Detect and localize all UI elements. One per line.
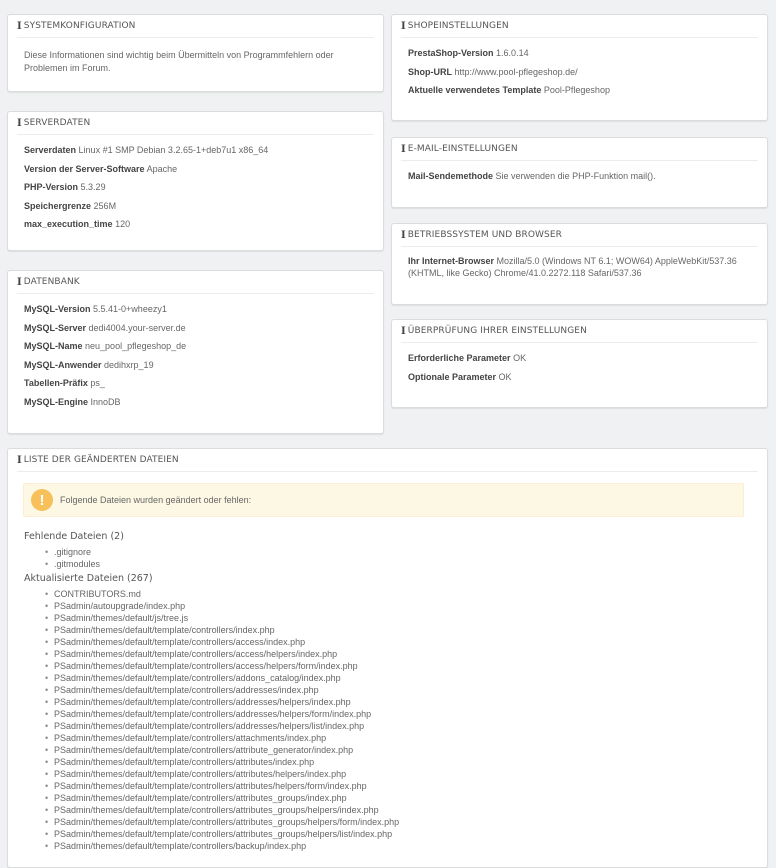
- panel-betriebssystem: [391, 223, 768, 305]
- info-row: [408, 368, 751, 387]
- panel-title: SERVERDATEN: [23, 118, 91, 128]
- panel-heading: [17, 271, 374, 294]
- info-row: [24, 356, 367, 375]
- list-item: • PSadmin/themes/default/template/controllers/attributes_groups/helpers/index.php: [54, 804, 757, 816]
- panel-title: BETRIEBSSYSTEM UND BROWSER: [407, 230, 562, 240]
- shop-url-value: http://www.pool-pflegeshop.de/: [454, 66, 578, 77]
- info-icon: I: [17, 276, 22, 288]
- list-item: • PSadmin/themes/default/template/controllers/attributes/helpers/form/index.php: [54, 780, 757, 792]
- panel-heading: [401, 15, 758, 38]
- panel-systemkonfiguration: [7, 14, 384, 92]
- warning-alert: [23, 483, 744, 517]
- list-item: • PSadmin/themes/default/template/controllers/attributes_groups/helpers/list/index.php: [54, 828, 757, 840]
- row-label: MySQL-Server: [24, 322, 87, 333]
- info-row: [24, 393, 367, 412]
- row-value: 5.3.29: [80, 182, 106, 192]
- info-icon: I: [401, 325, 406, 337]
- row-value: 120: [115, 219, 131, 229]
- list-item: • CONTRIBUTORS.md: [54, 588, 757, 600]
- row-value: dedi4004.your-server.de: [88, 322, 186, 333]
- missing-files-heading: Fehlende Dateien (2): [24, 531, 124, 542]
- list-item: • PSadmin/themes/default/template/controllers/attributes/index.php: [54, 756, 757, 768]
- row-value: neu_pool_pflegeshop_de: [85, 341, 187, 351]
- info-row: [24, 374, 367, 393]
- info-row: [24, 337, 367, 356]
- updated-files-heading: Aktualisierte Dateien (267): [24, 573, 153, 584]
- panel-heading: [401, 138, 758, 161]
- panel-shopeinstellungen: [391, 14, 768, 121]
- info-row: [24, 160, 367, 179]
- info-icon: I: [17, 454, 22, 466]
- info-icon: I: [401, 229, 406, 241]
- list-item: • PSadmin/themes/default/template/controllers/attachments/index.php: [54, 732, 757, 744]
- panel-heading: [17, 112, 374, 135]
- list-item: • .gitignore: [54, 546, 757, 558]
- row-value: OK: [498, 371, 512, 382]
- panel-title: E-MAIL-EINSTELLUNGEN: [407, 144, 518, 154]
- panel-title: LISTE DER GEÄNDERTEN DATEIEN: [23, 455, 179, 465]
- info-row: [24, 319, 367, 338]
- row-label: MySQL-Version: [24, 304, 91, 314]
- row-label: Shop-URL: [408, 66, 452, 77]
- info-icon: I: [17, 117, 22, 129]
- info-icon: I: [401, 143, 406, 155]
- list-item: • PSadmin/themes/default/js/tree.js: [54, 612, 757, 624]
- panel-ueberpruefung: [391, 319, 768, 408]
- panel-body: [392, 343, 767, 386]
- list-item: • PSadmin/themes/default/template/controllers/attribute_generator/index.php: [54, 744, 757, 756]
- info-row: [24, 215, 367, 234]
- browser-info: [408, 256, 757, 279]
- list-item: • PSadmin/themes/default/template/controllers/attributes/helpers/index.php: [54, 768, 757, 780]
- panel-title: SHOPEINSTELLUNGEN: [407, 21, 509, 31]
- list-item: • PSadmin/themes/default/template/controllers/addresses/helpers/form/index.php: [54, 708, 757, 720]
- panel-serverdaten: [7, 111, 384, 251]
- panel-geaenderte-dateien: [7, 448, 768, 868]
- row-label: Version der Server-Software: [24, 163, 145, 174]
- row-value: Pool-Pflegeshop: [543, 85, 610, 95]
- panel-body: [392, 247, 767, 279]
- row-label: Aktuelle verwendetes Template: [408, 85, 542, 95]
- panel-body: [8, 38, 383, 75]
- row-label: MySQL-Engine: [24, 396, 89, 407]
- info-row: [408, 81, 751, 100]
- row-value: Sie verwenden die PHP-Funktion mail().: [495, 171, 656, 181]
- panel-email-einstellungen: [391, 137, 768, 208]
- list-item: • .gitmodules: [54, 558, 757, 570]
- row-label: Speichergrenze: [24, 200, 92, 211]
- row-label: PHP-Version: [24, 182, 79, 192]
- row-value: ps_: [90, 378, 105, 388]
- panel-heading: [17, 15, 374, 38]
- alert-text: Folgende Dateien wurden geändert oder fehlen:: [60, 495, 252, 505]
- list-item: • PSadmin/autoupgrade/index.php: [54, 600, 757, 612]
- info-row: [408, 349, 751, 368]
- panel-body: [392, 38, 767, 100]
- panel-body: [8, 294, 383, 411]
- panel-heading: [17, 449, 758, 472]
- list-item: • PSadmin/themes/default/template/controllers/addons_catalog/index.php: [54, 672, 757, 684]
- row-label: Mail-Sendemethode: [408, 171, 494, 181]
- list-item: • PSadmin/themes/default/template/controllers/access/helpers/form/index.php: [54, 660, 757, 672]
- row-label: Tabellen-Präfix: [24, 378, 88, 388]
- panel-datenbank: [7, 270, 384, 434]
- list-item: • PSadmin/themes/default/template/controllers/addresses/index.php: [54, 684, 757, 696]
- list-item: • PSadmin/themes/default/template/controllers/attributes_groups/index.php: [54, 792, 757, 804]
- row-value: OK: [513, 353, 527, 363]
- row-value: dedihxrp_19: [104, 359, 154, 370]
- list-item: • PSadmin/themes/default/template/controllers/access/helpers/index.php: [54, 648, 757, 660]
- row-label: MySQL-Anwender: [24, 359, 102, 370]
- row-label: MySQL-Name: [24, 341, 83, 351]
- row-value: InnoDB: [90, 396, 121, 407]
- panel-body: [392, 161, 767, 186]
- info-row: [24, 197, 367, 216]
- list-item: • PSadmin/themes/default/template/controllers/index.php: [54, 624, 757, 636]
- panel-title: ÜBERPRÜFUNG IHRER EINSTELLUNGEN: [407, 326, 587, 336]
- row-label: max_execution_time: [24, 219, 113, 229]
- list-item: • PSadmin/themes/default/template/controllers/backup/index.php: [54, 840, 757, 852]
- row-label: Ihr Internet-Browser: [408, 256, 495, 266]
- panel-title: DATENBANK: [23, 277, 80, 287]
- row-value: 1.6.0.14: [496, 48, 529, 58]
- panel-body: [8, 135, 383, 234]
- panel-heading: [401, 224, 758, 247]
- info-row: [24, 300, 367, 319]
- warning-icon: !: [31, 489, 53, 511]
- info-icon: I: [401, 20, 406, 32]
- info-row: [408, 44, 751, 63]
- row-label: Erforderliche Parameter: [408, 353, 511, 363]
- row-value: Linux #1 SMP Debian 3.2.65-1+deb7u1 x86_64: [78, 145, 269, 155]
- info-row: [24, 178, 367, 197]
- info-row: [408, 167, 751, 186]
- info-row: [408, 63, 751, 82]
- row-value: 256M: [93, 200, 117, 211]
- missing-files-list: [24, 546, 757, 570]
- info-icon: I: [17, 20, 22, 32]
- list-item: • PSadmin/themes/default/template/controllers/addresses/helpers/list/index.php: [54, 720, 757, 732]
- panel-heading: [401, 320, 758, 343]
- updated-files-list: [24, 588, 757, 852]
- row-label: Serverdaten: [24, 145, 77, 155]
- row-label: Optionale Parameter: [408, 371, 497, 382]
- list-item: • PSadmin/themes/default/template/controllers/addresses/helpers/index.php: [54, 696, 757, 708]
- list-item: • PSadmin/themes/default/template/controllers/attributes_groups/helpers/form/index.php: [54, 816, 757, 828]
- row-value: Mozilla/5.0 (Windows NT 6.1; WOW64) AppleWebKit/537.36 (KHTML, like Gecko) Chrome/41.0.2272.118 Safari/537.36: [408, 256, 737, 278]
- info-row: [24, 141, 367, 160]
- file-lists: [24, 531, 757, 852]
- info-text: Diese Informationen sind wichtig beim Übermitteln von Programmfehlern oder Problemen im Forum.: [24, 50, 334, 73]
- row-value: Apache: [146, 163, 178, 174]
- row-label: PrestaShop-Version: [408, 48, 494, 58]
- list-item: • PSadmin/themes/default/template/controllers/access/index.php: [54, 636, 757, 648]
- row-value: 5.5.41-0+wheezy1: [93, 304, 167, 314]
- panel-title: SYSTEMKONFIGURATION: [23, 21, 136, 31]
